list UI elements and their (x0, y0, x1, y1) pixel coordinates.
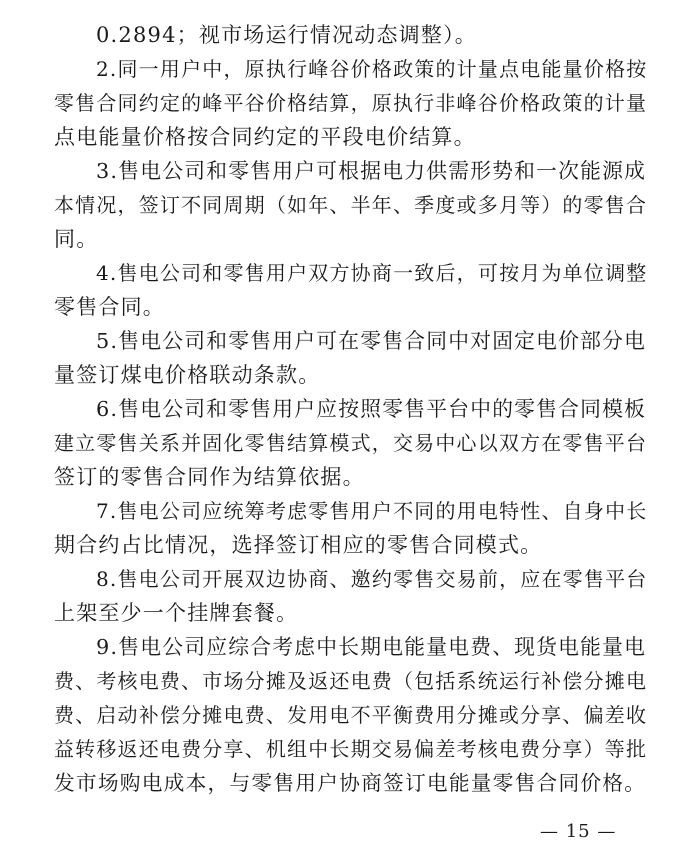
text-line (0, 52, 700, 86)
text-line (0, 222, 700, 256)
text-line-content: 4.售电公司和零售用户双方协商一致后，可按月为单位调整 (96, 261, 648, 285)
text-line (0, 562, 700, 596)
text-line (0, 460, 700, 494)
text-line (0, 188, 700, 222)
text-line (0, 392, 700, 426)
text-line-content: 零售合同。 (54, 295, 165, 319)
text-line (0, 698, 700, 732)
text-line-content: 建立零售关系并固化零售结算模式，交易中心以双方在零售平台 (54, 431, 648, 455)
text-line (0, 256, 700, 290)
text-line-content: 点电能量价格按合同约定的平段电价结算。 (54, 125, 476, 149)
text-line-content: 量签订煤电价格联动条款。 (54, 363, 321, 387)
text-line-content: 2.同一用户中，原执行峰谷价格政策的计量点电能量价格按 (96, 57, 648, 81)
text-line-content: 0.2894；视市场运行情况动态调整）。 (96, 23, 477, 47)
text-line-content: 签订的零售合同作为结算依据。 (54, 465, 365, 489)
text-line (0, 528, 700, 562)
text-line-content: 9.售电公司应综合考虑中长期电能量电费、现货电能量电 (96, 635, 647, 659)
text-line (0, 154, 700, 188)
text-line-content: 3.售电公司和零售用户可根据电力供需形势和一次能源成 (96, 159, 647, 183)
text-line (0, 732, 700, 766)
text-line (0, 664, 700, 698)
text-line-content: 期合约占比情况，选择签订相应的零售合同模式。 (54, 533, 543, 557)
text-line-content: 5.售电公司和零售用户可在零售合同中对固定电价部分电 (96, 329, 647, 353)
text-line-content: 益转移返还电费分享、机组中长期交易偏差考核电费分享）等批 (54, 737, 648, 761)
text-line (0, 630, 700, 664)
text-line (0, 86, 700, 120)
text-line-content: 8.售电公司开展双边协商、邀约零售交易前，应在零售平台 (96, 567, 648, 591)
page-number: — 15 — (540, 821, 617, 842)
text-line-content: 同。 (54, 227, 99, 251)
text-line (0, 324, 700, 358)
text-line (0, 494, 700, 528)
text-line-content: 零售合同约定的峰平谷价格结算，原执行非峰谷价格政策的计量 (54, 91, 648, 115)
text-line-content: 本情况，签订不同周期（如年、半年、季度或多月等）的零售合 (54, 193, 648, 217)
text-line (0, 358, 700, 392)
text-line (0, 18, 700, 52)
text-line-content: 费、考核电费、市场分摊及返还电费（包括系统运行补偿分摊电 (54, 669, 648, 693)
text-line-content: 发市场购电成本，与零售用户协商签订电能量零售合同价格。 (54, 771, 647, 795)
text-line (0, 120, 700, 154)
text-line-content: 6.售电公司和零售用户应按照零售平台中的零售合同模板 (96, 397, 647, 421)
text-line-content: 费、启动补偿分摊电费、发用电不平衡费用分摊或分享、偏差收 (54, 703, 648, 727)
text-line (0, 290, 700, 324)
text-line (0, 766, 700, 800)
text-line (0, 596, 700, 630)
text-line-content: 上架至少一个挂牌套餐。 (54, 601, 299, 625)
text-line (0, 426, 700, 460)
text-line-content: 7.售电公司应统筹考虑零售用户不同的用电特性、自身中长 (96, 499, 648, 523)
